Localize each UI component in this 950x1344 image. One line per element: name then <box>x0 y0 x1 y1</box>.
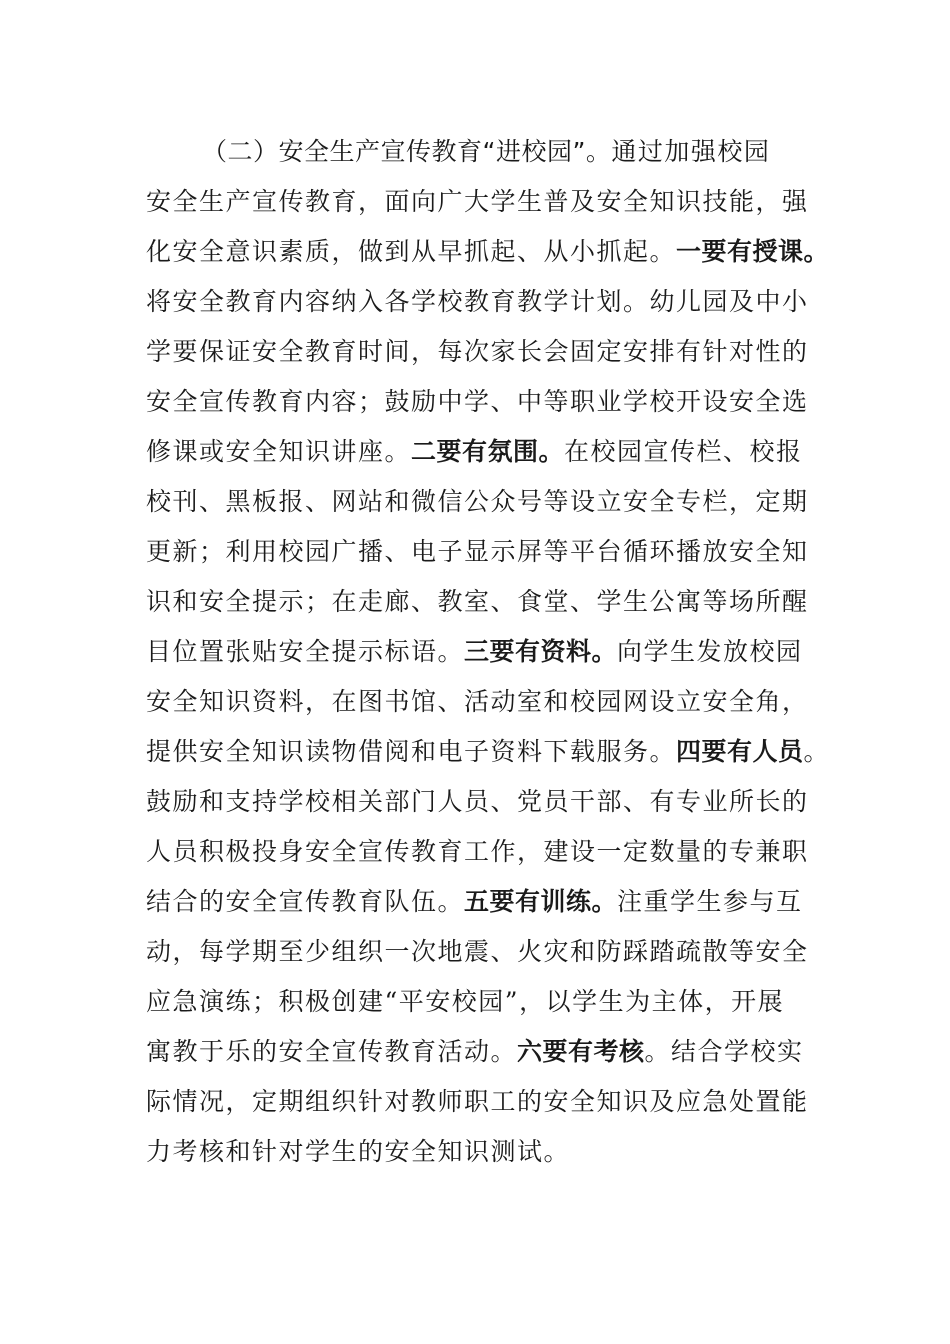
text-run: 动，每学期至少组织一次地震、火灾和防踩踏疏散等安全 <box>146 937 809 966</box>
body-text <box>146 127 831 1177</box>
text-run: 。结合学校实 <box>644 1037 804 1066</box>
text-run: 学要保证安全教育时间，每次家长会固定安排有针对性的 <box>146 337 809 366</box>
point-heading-4: 四要有人员 <box>676 737 804 766</box>
text-run: 通过加强校园 <box>611 137 771 166</box>
text-line-19 <box>146 1027 806 1077</box>
text-run: 将安全教育内容纳入各学校教育教学计划。幼儿园及中小 <box>146 287 809 316</box>
text-line-20 <box>146 1077 809 1127</box>
text-line-11 <box>146 627 806 677</box>
text-run: 鼓励和支持学校相关部门人员、党员干部、有专业所长的 <box>146 787 809 816</box>
text-line-5 <box>146 327 809 377</box>
text-run: 注重学生参与互 <box>617 887 803 916</box>
text-line-8 <box>146 477 809 527</box>
text-line-7 <box>146 427 806 477</box>
text-run: 寓教于乐的安全宣传教育活动。 <box>146 1037 518 1066</box>
point-heading-6: 六要有考核 <box>517 1037 645 1066</box>
text-run: 结合的安全宣传教育队伍。 <box>146 887 465 916</box>
text-line-17 <box>146 927 809 977</box>
text-run: 提供安全知识读物借阅和电子资料下载服务。 <box>146 737 677 766</box>
text-run: 更新；利用校园广播、电子显示屏等平台循环播放安全知 <box>146 537 809 566</box>
text-line-15 <box>146 827 809 877</box>
text-run: 应急演练；积极创建“平安校园”，以学生为主体，开展 <box>146 987 785 1016</box>
text-run: 际情况，定期组织针对教师职工的安全知识及应急处置能 <box>146 1087 809 1116</box>
text-line-6 <box>146 377 809 427</box>
text-line-12 <box>146 677 809 727</box>
text-run: 人员积极投身安全宣传教育工作，建设一定数量的专兼职 <box>146 837 809 866</box>
text-line-9 <box>146 527 809 577</box>
text-run: 识和安全提示；在走廊、教室、食堂、学生公寓等场所醒 <box>146 587 809 616</box>
text-line-13 <box>146 727 831 777</box>
text-line-16 <box>146 877 806 927</box>
text-run: 目位置张贴安全提示标语。 <box>146 637 465 666</box>
section-title: （二）安全生产宣传教育“进校园”。 <box>202 137 612 166</box>
point-heading-3: 三要有资料。 <box>464 637 618 666</box>
text-line-4 <box>146 277 809 327</box>
text-run: 安全生产宣传教育，面向广大学生普及安全知识技能，强 <box>146 187 809 216</box>
text-run: 力考核和针对学生的安全知识测试。 <box>146 1137 571 1166</box>
text-line-1 <box>146 127 806 177</box>
text-run: 。 <box>803 737 831 766</box>
text-line-21 <box>146 1127 806 1177</box>
text-run: 向学生发放校园 <box>617 637 803 666</box>
text-line-14 <box>146 777 809 827</box>
text-run: 修课或安全知识讲座。 <box>146 437 412 466</box>
point-heading-5: 五要有训练。 <box>464 887 618 916</box>
text-run: 安全宣传教育内容；鼓励中学、中等职业学校开设安全选 <box>146 387 809 416</box>
point-heading-1: 一要有授课。 <box>676 237 830 266</box>
text-line-2 <box>146 177 809 227</box>
text-line-3 <box>146 227 830 277</box>
text-line-18 <box>146 977 806 1027</box>
text-run: 安全知识资料，在图书馆、活动室和校园网设立安全角， <box>146 687 809 716</box>
text-line-10 <box>146 577 809 627</box>
text-run: 化安全意识素质，做到从早抓起、从小抓起。 <box>146 237 677 266</box>
text-run: 校刊、黑板报、网站和微信公众号等设立安全专栏，定期 <box>146 487 809 516</box>
text-run: 在校园宣传栏、校报 <box>564 437 803 466</box>
point-heading-2: 二要有氛围。 <box>411 437 565 466</box>
